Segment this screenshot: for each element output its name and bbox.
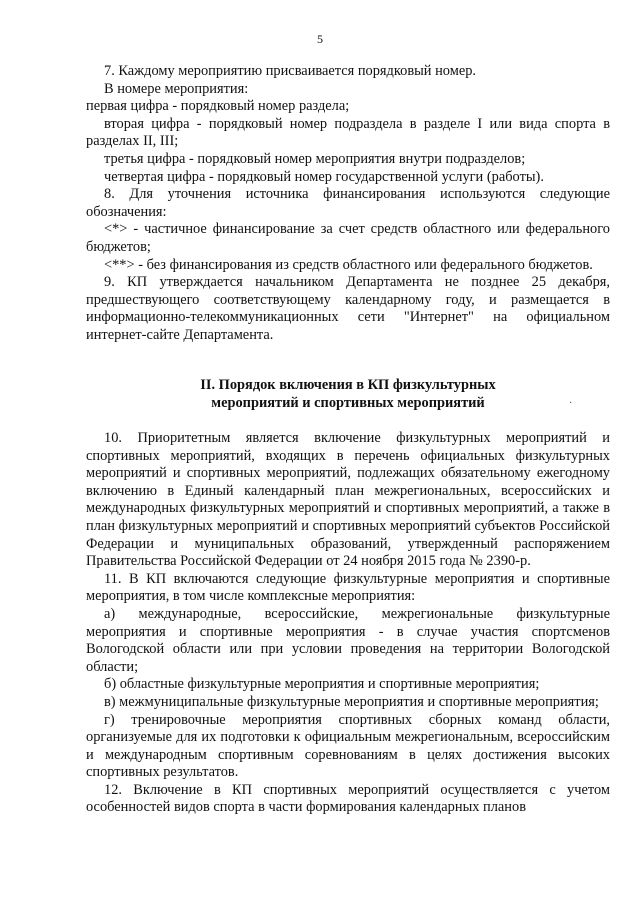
paragraph-11: 11. В КП включаются следующие физкультурные мероприятия и спортивные мероприятия, в том числе комплексные мероприятия: <box>86 570 610 605</box>
section-2-heading <box>86 376 610 412</box>
paragraph-7-second-digit: вторая цифра - порядковый номер подраздела в разделе I или вида спорта в разделах II, III; <box>86 115 610 150</box>
paragraph-8-double-star: <**> - без финансирования из средств областного или федерального бюджетов. <box>104 256 593 273</box>
heading-line-2: мероприятий и спортивных мероприятий <box>211 395 485 411</box>
paragraph-11-c: в) межмуниципальные физкультурные мероприятия и спортивные мероприятия; <box>104 693 599 710</box>
paragraph-7-intro: В номере мероприятия: <box>104 80 249 97</box>
paragraph-9: 9. КП утверждается начальником Департамента не позднее 25 декабря, предшествующего соответствующему календарному году, и размещается в информационно-телекоммуникационных сети "Интернет" на официальном интернет-сайте Департамента. <box>86 274 610 343</box>
paragraph-7-third-digit: третья цифра - порядковый номер мероприятия внутри подразделов; <box>104 150 526 167</box>
stray-mark: · <box>569 398 573 409</box>
page-number: 5 <box>317 32 323 46</box>
paragraph-7: 7. Каждому мероприятию присваивается порядковый номер. <box>104 63 476 79</box>
section-1-text <box>86 63 610 345</box>
paragraph-8-single-star: <*> - частичное финансирование за счет средств областного или федерального бюджетов; <box>86 221 610 255</box>
paragraph-11-b: б) областные физкультурные мероприятия и спортивные мероприятия; <box>104 676 540 693</box>
paragraph-12: 12. Включение в КП спортивных мероприятий осуществляется с учетом особенностей видов спорта в части формирования календарных планов <box>86 781 610 816</box>
heading-line-1: II. Порядок включения в КП физкультурных <box>200 377 496 393</box>
paragraph-10: 10. Приоритетным является включение физкультурных мероприятий и спортивных мероприятий, входящих в перечень официальных физкультурных мероприятий и спортивных мероприятий, подлежащих обязательному ежегодному включению в Единый календарный план межрегиональных, всероссийских и международных физкультурных мероприятий и спортивных мероприятий, а также в план физкультурных мероприятий и спортивных мероприятий субъектов Российской Федерации и муниципальных образований, утвержденный распоряжением Правительства Российской Федерации от 24 ноября 2015 года № 2390-р. <box>86 430 610 570</box>
paragraph-7-first-digit: первая цифра - порядковый номер раздела; <box>86 98 350 115</box>
section-2-text <box>86 430 610 817</box>
paragraph-8: 8. Для уточнения источника финансирования используются следующие обозначения: <box>86 186 610 220</box>
paragraph-11-d: г) тренировочные мероприятия спортивных сборных команд области, организуемые для их подготовки к официальным межрегиональным, всероссийским и международным спортивным соревнованиям в целях достижения высоких спортивных результатов. <box>86 711 610 781</box>
paragraph-11-a: а) международные, всероссийские, межрегиональные физкультурные мероприятия и спортивные мероприятия - в случае участия спортсменов Вологодской области или при условии проведения на территории Вологодской области; <box>86 605 610 675</box>
paragraph-7-fourth-digit: четвертая цифра - порядковый номер государственной услуги (работы). <box>104 168 544 185</box>
